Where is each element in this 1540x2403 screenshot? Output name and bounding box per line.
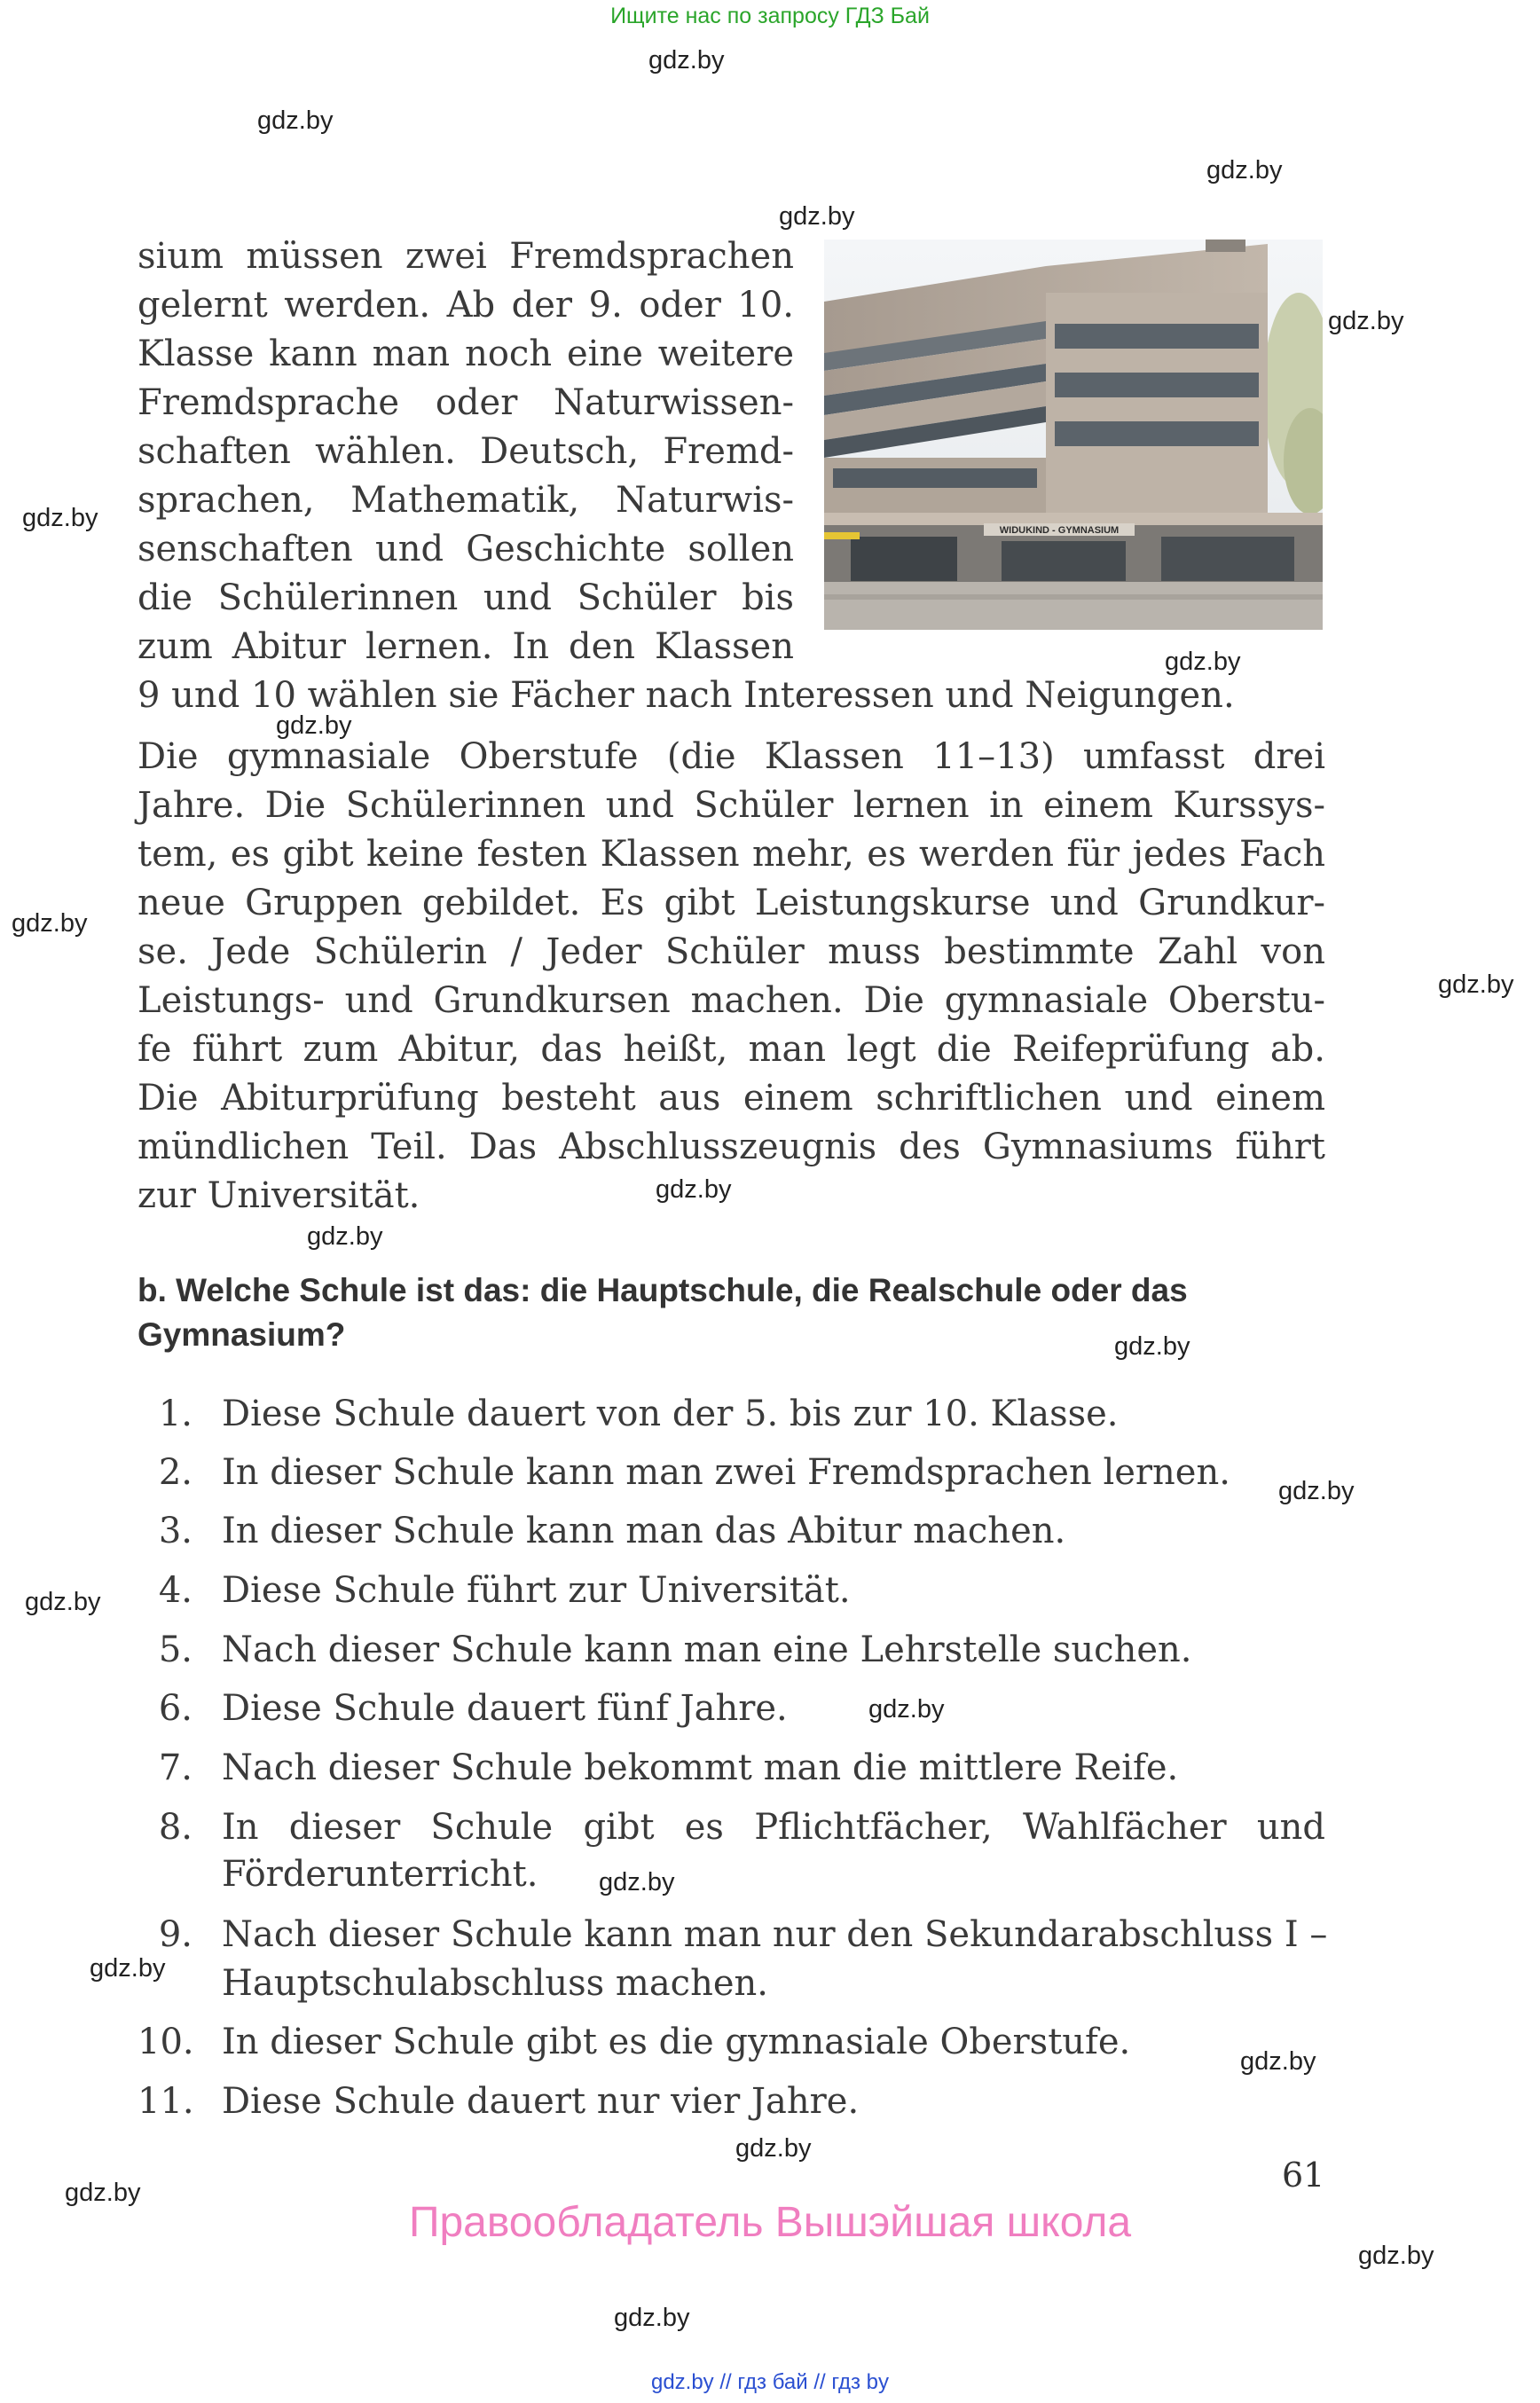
paragraph-line: Leistungs- und Grundkursen machen. Die gymnasiale Oberstu- bbox=[138, 980, 1325, 1021]
paragraph-line: Die gymnasiale Oberstufe (die Klassen 11–13) umfasst drei bbox=[138, 736, 1325, 777]
item-number: 2. bbox=[158, 1452, 192, 1493]
item-text: In dieser Schule kann man zwei Fremdsprachen lernen. bbox=[222, 1452, 1230, 1493]
paragraph-line: 9 und 10 wählen sie Fächer nach Interessen und Neigungen. bbox=[138, 675, 1235, 716]
paragraph-line: Klasse kann man noch eine weitere bbox=[138, 334, 794, 374]
paragraph-line: senschaften und Geschichte sollen bbox=[138, 529, 794, 569]
paragraph-line: Die Abiturprüfung besteht aus einem schriftlichen und einem bbox=[138, 1078, 1325, 1119]
watermark: gdz.by bbox=[1328, 307, 1404, 335]
watermark: gdz.by bbox=[735, 2134, 812, 2163]
paragraph-line: sium müssen zwei Fremdsprachen bbox=[138, 236, 794, 277]
item-number: 9. bbox=[158, 1914, 192, 1955]
copyright-notice: Правообладатель Вышэйшая школа bbox=[408, 2199, 1132, 2246]
item-text: In dieser Schule gibt es Pflichtfächer, Wahlfächer und bbox=[222, 1807, 1325, 1848]
task-heading: b. Welche Schule ist das: die Hauptschule, die Realschule oder das Gymnasium? bbox=[138, 1272, 1188, 1353]
item-number: 5. bbox=[158, 1629, 192, 1670]
watermark: gdz.by bbox=[25, 1588, 101, 1616]
item-text: Diese Schule dauert von der 5. bis zur 10. Klasse. bbox=[222, 1394, 1119, 1434]
paragraph-line: neue Gruppen gebildet. Es gibt Leistungskurse und Grundkur- bbox=[138, 883, 1325, 923]
item-number: 6. bbox=[158, 1688, 192, 1729]
school-building-photo bbox=[824, 240, 1323, 630]
item-number: 7. bbox=[158, 1747, 192, 1788]
gymnasium-sign: WIDUKIND - GYMNASIUM bbox=[999, 525, 1120, 536]
watermark: gdz.by bbox=[22, 504, 98, 532]
watermark: gdz.by bbox=[1165, 648, 1241, 676]
item-number: 3. bbox=[158, 1511, 192, 1551]
item-text: Nach dieser Schule kann man nur den Sekundarabschluss I – bbox=[222, 1914, 1328, 1955]
item-number: 1. bbox=[158, 1394, 192, 1434]
item-number: 8. bbox=[158, 1807, 192, 1848]
watermark: gdz.by bbox=[1278, 1477, 1355, 1505]
top-banner[interactable]: Ищите нас по запросу ГДЗ Бай bbox=[610, 4, 930, 28]
paragraph-line: tem, es gibt keine festen Klassen mehr, es werden für jedes Fach bbox=[138, 834, 1325, 875]
paragraph-line: mündlichen Teil. Das Abschlusszeugnis des Gymnasiums führt bbox=[138, 1127, 1325, 1167]
watermark: gdz.by bbox=[1206, 156, 1283, 185]
item-text: Hauptschulabschluss machen. bbox=[222, 1963, 768, 2004]
item-text: Förderunterricht. bbox=[222, 1854, 538, 1895]
paragraph-line: Jahre. Die Schülerinnen und Schüler lernen in einem Kurssys- bbox=[138, 785, 1325, 826]
paragraph-line: fe führt zum Abitur, das heißt, man legt die Reifeprüfung ab. bbox=[138, 1029, 1325, 1070]
watermark: gdz.by bbox=[1438, 970, 1514, 999]
item-number: 10. bbox=[138, 2022, 194, 2062]
paragraph-line: zum Abitur lernen. In den Klassen bbox=[138, 626, 794, 667]
item-number: 4. bbox=[158, 1570, 192, 1611]
watermark: gdz.by bbox=[276, 711, 352, 740]
item-text: Nach dieser Schule kann man eine Lehrstelle suchen. bbox=[222, 1629, 1192, 1670]
paragraph-line: se. Jede Schülerin / Jeder Schüler muss bestimmte Zahl von bbox=[138, 931, 1325, 972]
item-text: In dieser Schule kann man das Abitur machen. bbox=[222, 1511, 1066, 1551]
item-text: Nach dieser Schule bekommt man die mittlere Reife. bbox=[222, 1747, 1179, 1788]
paragraph-line: sprachen, Mathematik, Naturwis- bbox=[138, 480, 794, 521]
item-number: 11. bbox=[138, 2081, 194, 2122]
paragraph-line: schaften wählen. Deutsch, Fremd- bbox=[138, 431, 794, 472]
item-text: Diese Schule führt zur Universität. bbox=[222, 1570, 851, 1611]
watermark: gdz.by bbox=[90, 1954, 166, 1983]
watermark: gdz.by bbox=[779, 202, 855, 231]
paragraph-line: Fremdsprache oder Naturwissen- bbox=[138, 382, 794, 423]
watermark: gdz.by bbox=[1358, 2242, 1434, 2270]
watermark: gdz.by bbox=[656, 1175, 732, 1204]
watermark: gdz.by bbox=[599, 1868, 675, 1896]
item-text: In dieser Schule gibt es die gymnasiale Oberstufe. bbox=[222, 2022, 1131, 2062]
watermark: gdz.by bbox=[1240, 2047, 1316, 2076]
watermark: gdz.by bbox=[65, 2179, 141, 2207]
footer-links[interactable]: gdz.by // гдз бай // гдз by bbox=[650, 2370, 890, 2394]
watermark: gdz.by bbox=[648, 46, 725, 75]
watermark: gdz.by bbox=[868, 1695, 945, 1724]
watermark: gdz.by bbox=[1114, 1332, 1190, 1361]
watermark: gdz.by bbox=[614, 2304, 690, 2332]
paragraph-line: die Schülerinnen und Schüler bis bbox=[138, 577, 794, 618]
watermark: gdz.by bbox=[12, 909, 88, 938]
page-number: 61 bbox=[1282, 2156, 1325, 2195]
paragraph-line: gelernt werden. Ab der 9. oder 10. bbox=[138, 285, 794, 326]
watermark: gdz.by bbox=[307, 1222, 383, 1251]
paragraph-line: zur Universität. bbox=[138, 1175, 420, 1216]
watermark: gdz.by bbox=[257, 106, 334, 135]
item-text: Diese Schule dauert nur vier Jahre. bbox=[222, 2081, 860, 2122]
item-text: Diese Schule dauert fünf Jahre. bbox=[222, 1688, 788, 1729]
